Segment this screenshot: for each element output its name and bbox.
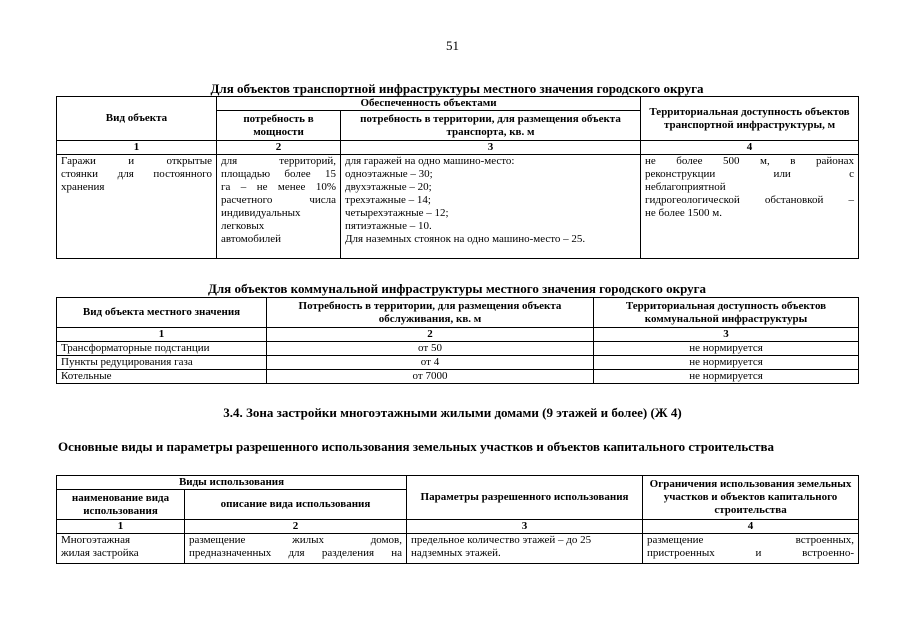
text-line: Гаражи и открытые	[61, 155, 212, 167]
page-number: 51	[446, 38, 459, 53]
text-line: для территорий,	[221, 155, 336, 167]
text-line: пристроенных и встроенно-	[647, 547, 855, 559]
text-line: пятиэтажные – 10.	[345, 220, 432, 232]
table-row	[57, 342, 859, 356]
text-line: легковых	[221, 220, 265, 232]
text-line: гидрогеологической обстановкой –	[645, 194, 855, 206]
text-line: размещение жилых домов,	[189, 534, 403, 546]
section-title: 3.4. Зона застройки многоэтажными жилыми домами (9 этажей и более) (Ж 4)	[223, 405, 682, 420]
transport-table-caption: Для объектов транспортной инфраструктуры местного значения городского округа	[210, 81, 704, 96]
usage-description-cell	[185, 534, 407, 564]
header-usage-types: Виды использования	[57, 476, 407, 490]
text-line: надземных этажей.	[411, 547, 501, 559]
text-line: не более 500 м, в районах	[645, 155, 855, 167]
text-line: га – не менее 10%	[221, 181, 336, 193]
access-cell	[641, 155, 859, 259]
text-line: автомобилей	[221, 233, 281, 245]
usage-limits-cell	[643, 534, 859, 564]
table-row	[57, 356, 859, 370]
col-number: 4	[643, 520, 859, 534]
text-line: предназначенных для разделения на	[189, 547, 403, 559]
text-line: четырехэтажные – 12;	[345, 207, 449, 219]
header-params: Параметры разрешенного использования	[407, 476, 643, 520]
text-line: Для наземных стоянок на одно машино-место – 25.	[345, 233, 586, 245]
facility-area: от 7000	[267, 370, 594, 384]
col-number: 2	[267, 328, 594, 342]
col-number: 1	[57, 328, 267, 342]
communal-table-caption: Для объектов коммунальной инфраструктуры местного значения городского округа	[207, 281, 707, 296]
col-number: 1	[57, 141, 217, 155]
col-number: 2	[185, 520, 407, 534]
facility-area: от 4	[267, 356, 594, 370]
text-line: хранения	[61, 181, 105, 193]
facility-access: не нормируется	[594, 342, 859, 356]
header-usage-description: описание вида использования	[185, 490, 407, 520]
usage-params-cell	[407, 534, 643, 564]
header-provision: Обеспеченность объектами	[217, 97, 641, 111]
text-line: двухэтажные – 20;	[345, 181, 432, 193]
section-paragraph: Основные виды и параметры разрешенного использования земельных участков и объектов капитального строительства	[58, 439, 774, 454]
text-line: индивидуальных	[221, 207, 301, 219]
text-line: одноэтажные – 30;	[345, 168, 433, 180]
header-accessibility: Территориальная доступность объектов коммунальной инфраструктуры	[594, 298, 859, 328]
text-line: площадью более 15	[221, 168, 336, 180]
text-line: неблагоприятной	[645, 181, 726, 193]
text-line: для гаражей на одно машино-место:	[345, 155, 515, 167]
col-number: 2	[217, 141, 341, 155]
facility-area: от 50	[267, 342, 594, 356]
header-limits: Ограничения использования земельных участков и объектов капитального строительства	[643, 476, 859, 520]
header-need: потребность в мощности	[217, 111, 341, 141]
col-number: 3	[341, 141, 641, 155]
col-number: 4	[641, 141, 859, 155]
usage-table	[56, 475, 859, 564]
territory-cell	[341, 155, 641, 259]
text-line: Многоэтажная	[61, 534, 131, 546]
table-row	[57, 370, 859, 384]
facility-name: Пункты редуцирования газа	[57, 356, 267, 370]
facility-name: Котельные	[57, 370, 267, 384]
text-line: предельное количество этажей – до 25	[411, 534, 592, 546]
text-line: трехэтажные – 14;	[345, 194, 431, 206]
usage-name-cell	[57, 534, 185, 564]
text-line: не более 1500 м.	[645, 207, 722, 219]
header-territory-need: Потребность в территории, для размещения объекта обслуживания, кв. м	[267, 298, 594, 328]
col-number: 1	[57, 520, 185, 534]
col-number: 3	[594, 328, 859, 342]
facility-name: Трансформаторные подстанции	[57, 342, 267, 356]
header-usage-name: наименование вида использования	[57, 490, 185, 520]
object-cell	[57, 155, 217, 259]
text-line: жилая застройка	[61, 547, 139, 559]
text-line: стоянки для постоянного	[61, 168, 212, 180]
text-line: размещение встроенных,	[647, 534, 855, 546]
communal-table	[56, 297, 859, 384]
header-territory-need: потребность в территории, для размещения объекта транспорта, кв. м	[341, 111, 641, 141]
header-object-type: Вид объекта	[57, 97, 217, 141]
transport-table	[56, 96, 859, 259]
text-line: расчетного числа	[221, 194, 336, 206]
need-cell	[217, 155, 341, 259]
text-line: реконструкции или с	[645, 168, 855, 180]
facility-access: не нормируется	[594, 356, 859, 370]
header-object-type: Вид объекта местного значения	[57, 298, 267, 328]
header-accessibility: Территориальная доступность объектов транспортной инфраструктуры, м	[641, 97, 859, 141]
col-number: 3	[407, 520, 643, 534]
facility-access: не нормируется	[594, 370, 859, 384]
